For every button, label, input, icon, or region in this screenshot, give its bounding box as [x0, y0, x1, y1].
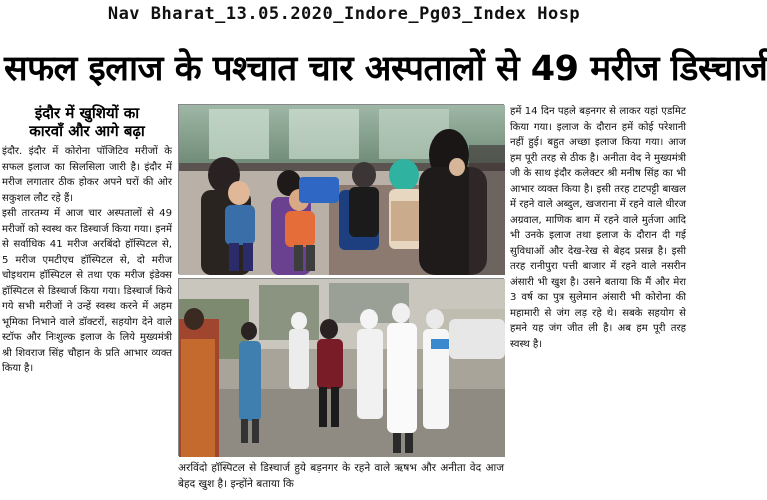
right-paragraph: हमें 14 दिन पहले बड़नगर से लाकर यहां एडमिट किया गया। इलाज के दौरान हमें कोई परेशानी नहीं हुई। बहुत अच्छा इलाज किया गया। आज हम पूरी तरह से ठीक है। अनीता वेद ने मुख्यमंत्री जी के साथ इंदौर कलेक्टर श्री मनीष सिंह का भी आभार व्यक्त किया है। इसी तरह टाटपट्टी बाखल में रहने वाले अब्दुल, खजराना में रहने वाले धीरज अग्रवाल, माणिक बाग में रहने वाले मुर्तजा आदि भी उनके इलाज तथा इलाज के दौरान दी गई सुविधाओं और देख-रेख से बेहद प्रसन्न है। इसी तरह रानीपुरा पत्ती बाजार में रहने वाले नसरीन अंसारी भी खुश है। उसने बताया कि मैं और मेरा 3 वर्ष का पुत्र सुलेमान अंसारी भी कोरोना की महामारी से जंग लड़ रहे थे। सबके सहयोग से हमने यह जंग जीत ली है। अब हम पूरी तरह स्वस्थ है। [510, 106, 686, 350]
photo-discharge-scene-image [179, 279, 505, 457]
photo-patients-on-bus [178, 104, 504, 274]
source-caption: Nav Bharat_13.05.2020_Indore_Pg03_Index Hosp [107, 4, 581, 24]
photo-discharge-scene [178, 278, 504, 456]
left-paragraph: इंदौर. इंदौर में कोरोना पॉजिटिव मरीजों के सफल इलाज का सिलसिला जारी है। इंदौर में मरीज लगातार ठीक होकर अपने घरों की ओर सकुशल लौट रहे हैं। [2, 146, 172, 204]
left-column [2, 104, 172, 496]
left-paragraph: इसी तारतम्य में आज चार अस्पतालों से 49 मरीजों को स्वस्थ कर डिस्चार्ज किया गया। इनमें से सर्वाधिक 41 मरीज अरबिंदो हॉस्पिटल से, 5 मरीज एमटीएच हॉस्पिटल से, दो मरीज चोइथराम हॉस्पिटल से तथा एक मरीज इंडेक्स हॉस्पिटल से डिस्चार्ज किया गया। डिस्चार्ज किये गये सभी मरीजों ने उन्हें स्वस्थ करने में अहम भूमिका निभाने वाले डॉक्टरों, सहयोग देने वाले स्टॉफ और निःशुल्क इलाज के लिये मुख्यमंत्री श्री शिवराज सिंह चौहान के प्रति आभार व्यक्त किया है। [2, 208, 172, 374]
subheadline-line-2: कारवाँ और आगे बढ़ा [29, 122, 145, 140]
subheadline-line-1: इंदौर में खुशियों का [34, 104, 140, 122]
headline: सफल इलाज के पश्चात चार अस्पतालों से 49 मरीज डिस्चार्ज [4, 49, 767, 89]
subheadline [2, 104, 172, 140]
photo-patients-on-bus-image [179, 105, 505, 275]
right-column [510, 104, 686, 496]
photo-caption: अरविंदो हॉस्पिटल से डिस्चार्ज हुये बड़नगर के रहने वाले ऋषभ और अनीता वेद आज बेहद खुश है। इन्होंने बताया कि [178, 462, 504, 490]
left-body-text [2, 144, 172, 377]
